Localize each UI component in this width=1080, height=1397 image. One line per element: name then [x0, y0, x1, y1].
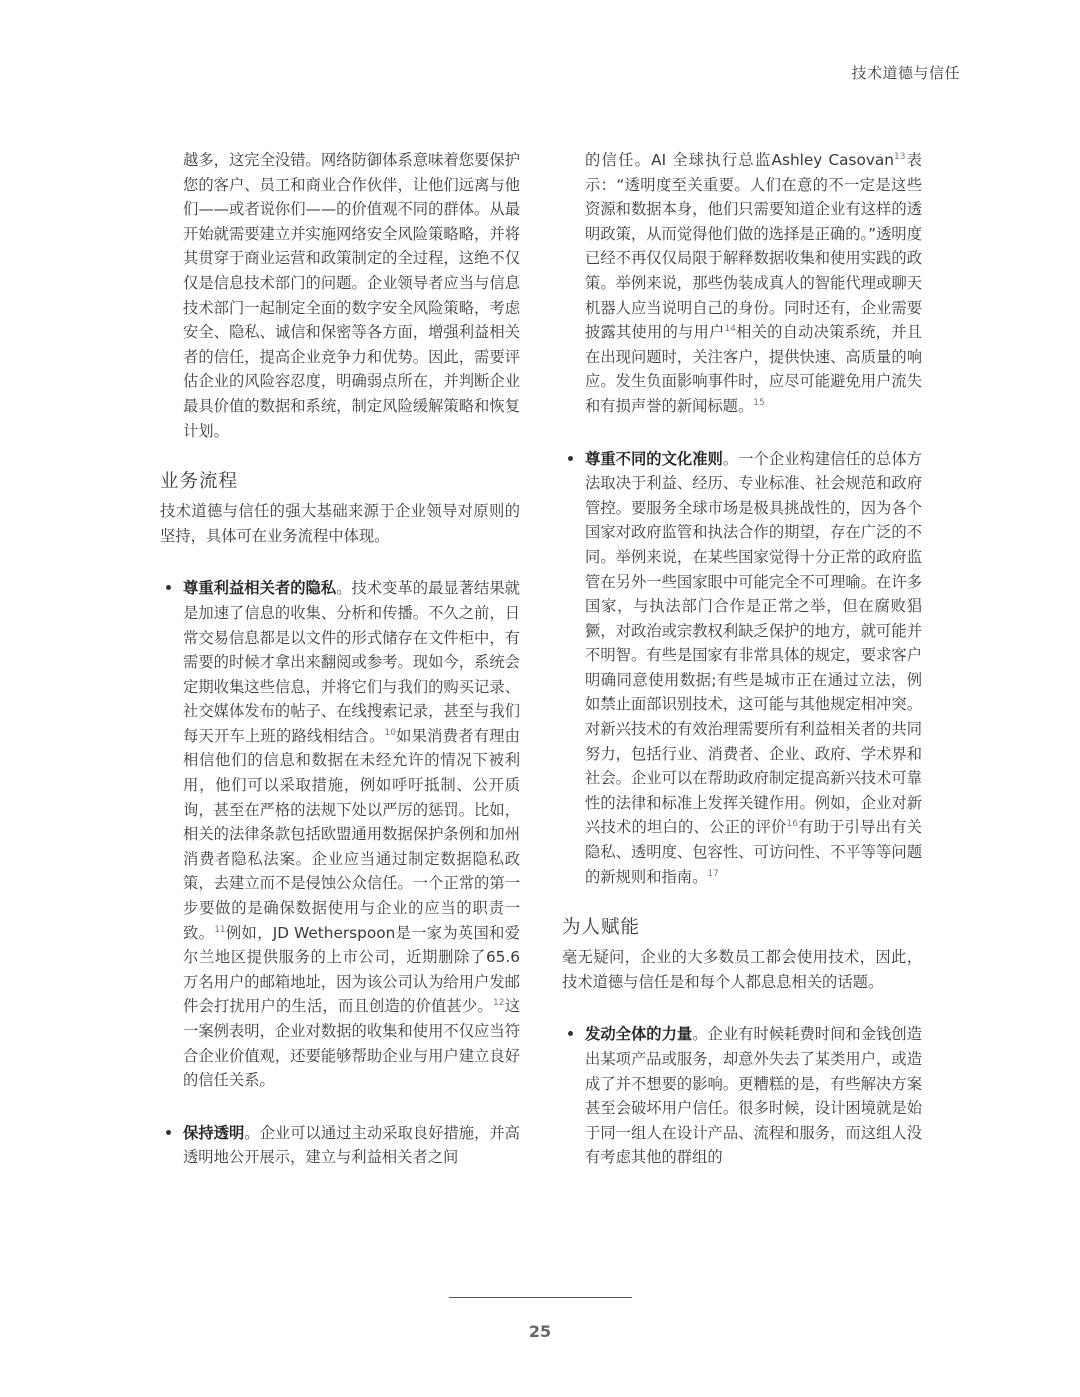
bullet-dot-icon — [166, 585, 171, 590]
bullet-text: 。企业有时候耗费时间和金钱创造出某项产品或服务，却意外失去了某类用户，或造成了并不想要的影响。更糟糕的是，有些解决方案甚至会破坏用户信任。很多时候，设计困境就是始于同一组人在设计产品、流程和服务，而这组人没有考虑其他的群组的 — [585, 1025, 922, 1167]
footnote-ref: 17 — [707, 868, 719, 879]
bullet-stakeholder-privacy — [160, 576, 520, 1092]
footnote-ref: 15 — [753, 397, 765, 408]
running-header: 技术道德与信任 — [851, 64, 960, 82]
bullet-dot-icon — [166, 1130, 171, 1135]
section-intro-business-process: 技术道德与信任的强大基础来源于企业领导对原则的坚持，具体可在业务流程中体现。 — [160, 502, 520, 545]
section-intro-empower-people: 毫无疑问，企业的大多数员工都会使用技术，因此，技术道德与信任是和每个人都息息相关的话题。 — [562, 948, 922, 991]
left-column — [160, 148, 520, 1170]
paragraph-text: 表示：“透明度至关重要。人们在意的不一定是这些资源和数据本身，他们只需要知道企业有这样的透明政策，从而觉得他们做的选择是正确的。”透明度已经不再仅仅局限于解释数据收集和使用实践的政策。举例来说，那些伪装成真人的智能代理或聊天机器人应当说明自己的身份。同时还有，企业需要披露其使用的与用户 — [585, 151, 922, 342]
footnote-ref: 13 — [893, 152, 906, 162]
right-column — [562, 148, 922, 1170]
section-heading-empower-people: 为人赋能 — [562, 917, 641, 939]
bullet-text: 。企业可以通过主动采取良好措施，并高透明地公开展示，建立与利益相关者之间 — [183, 1123, 520, 1167]
bullet-text: 。一个企业构建信任的总体方法取决于利益、经历、专业标准、社会规范和政府管控。要服务全球市场是极具挑战性的，因为各个国家对政府监管和执法合作的期望，存在广泛的不同。举例来说，在某些国家觉得十分正常的政府监管在另外一些国家眼中可能完全不可理喻。在许多国家，与执法部门合作是正常之举，但在腐败猖獗，对政治或宗教权利缺乏保护的地方，就可能并不明智。有些是国家有非常具体的规定，要求客户明确同意使用数据;有些是城市正在通过立法，例如禁止面部识别技术，这可能与其他规定相冲突。对新兴技术的有效治理需要所有利益相关者的共同努力，包括行业、消费者、企业、政府、学术界和社会。企业可以在帮助政府制定提高新兴技术可靠性的法律和标准上发挥关键作用。例如，企业对新兴技术的坦白的、公正的评价 — [585, 449, 922, 837]
bullet-transparency — [160, 1121, 520, 1170]
paragraph-text: 的信任。AI 全球执行总监Ashley Casovan — [585, 151, 894, 169]
paragraph-text: 相关的自动决策系统，并且在出现问题时，关注客户，提供快速、高质量的响应。发生负面影响事件时，应尽可能避免用户流失和有损声誉的新闻标题。 — [585, 323, 922, 415]
bullet-title: 尊重不同的文化准则 — [585, 449, 723, 468]
intro-paragraph: 越多，这完全没错。网络防御体系意味着您要保护您的客户、员工和商业合作伙伴，让他们远离与他们——或者说你们——的价值观不同的群体。从最开始就需要建立并实施网络安全风险策略略，并将其贯穿于商业运营和政策制定的全过程，这绝不仅仅是信息技术部门的问题。企业领导者应当与信息技术部门一起制定全面的数字安全风险策略，考虑安全、隐私、诚信和保密等各方面，增强利益相关者的信任，提高企业竞争力和优势。因此，需要评估企业的风险容忍度，明确弱点所在，并判断企业最具价值的数据和系统，制定风险缓解策略和恢复计划。 — [183, 151, 520, 440]
bullet-dot-icon — [568, 1031, 573, 1036]
page-number: 25 — [528, 1322, 552, 1341]
bullet-text: 如果消费者有理由相信他们的信息和数据在未经允许的情况下被利用，他们可以采取措施，例如呼吁抵制、公开质询，甚至在严格的法规下处以严厉的惩罚。比如，相关的法律条款包括欧盟通用数据保护条例和加州消费者隐私法案。企业应当通过制定数据隐私政策，去建立而不是侵蚀公众信任。一个正常的第一步要做的是确保数据使用与企业的应当的职责一致。 — [183, 726, 520, 942]
bullet-text: 例如，JD Wetherspoon是一家为英国和爱尔兰地区提供服务的上市公司，近期删除了65.6万名用户的邮箱地址，因为该公司认为给用户发邮件会打扰用户的生活，而且创造的价值甚少。 — [183, 923, 520, 1016]
bullet-dot-icon — [568, 456, 573, 461]
section-heading-business-process: 业务流程 — [160, 471, 239, 493]
bullet-title: 发动全体的力量 — [585, 1025, 693, 1044]
bullet-mobilize-all — [562, 1022, 922, 1170]
footnote-ref: 10 — [384, 727, 396, 738]
bullet-text: 。技术变革的最显著结果就是加速了信息的收集、分析和传播。不久之前，日常交易信息都是以文件的形式储存在文件柜中，有需要的时候才拿出来翻阅或参考。现如今，系统会定期收集这些信息，并将它们与我们的购买记录、社交媒体发布的帖子、在线搜索记录，甚至与我们每天开车上班的路线相结合。 — [183, 579, 520, 745]
bullet-text: 有助于引导出有关隐私、透明度、包容性、可访问性、不平等等问题的新规则和指南。 — [585, 818, 922, 886]
footnote-ref: 16 — [786, 819, 798, 830]
bullet-cultural-norms — [562, 447, 922, 890]
footnote-ref: 14 — [724, 324, 736, 335]
bullet-title: 尊重利益相关者的隐私 — [183, 579, 337, 598]
footnote-ref: 11 — [214, 924, 226, 935]
continued-paragraph — [562, 148, 922, 419]
bullet-title: 保持透明 — [183, 1123, 245, 1142]
bullet-text: 这一案例表明，企业对数据的收集和使用不仅应当符合企业价值观，还要能够帮助企业与用户建立良好的信任关系。 — [183, 997, 520, 1090]
footnote-ref: 12 — [493, 998, 505, 1009]
footer-divider — [449, 1297, 632, 1298]
